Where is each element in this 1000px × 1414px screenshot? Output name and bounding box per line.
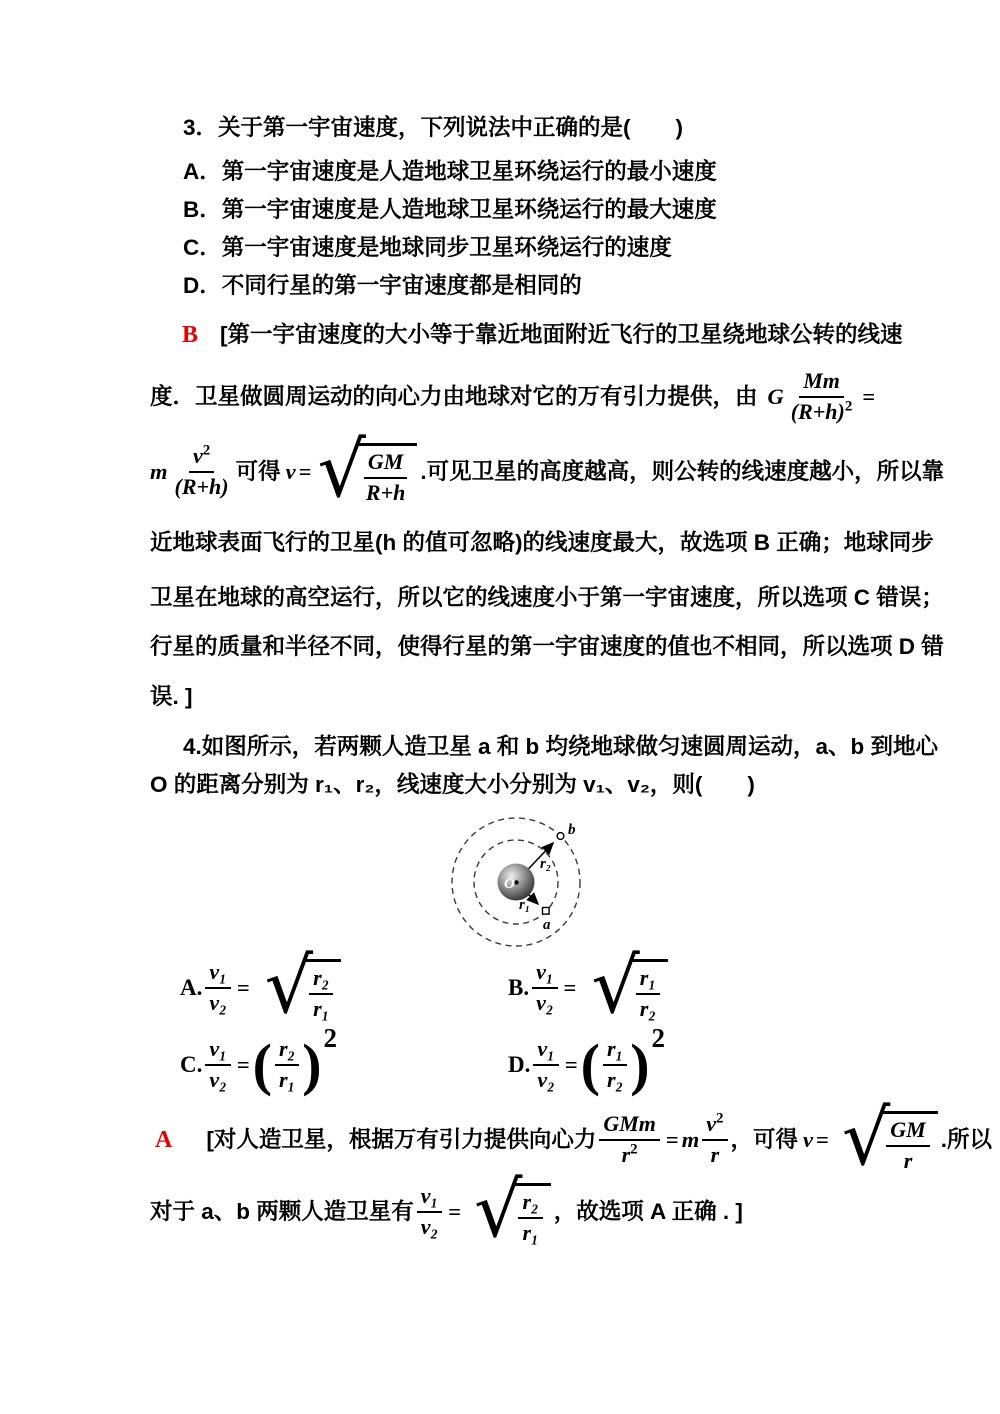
equals-sign: = [236, 1052, 250, 1077]
math-fraction [533, 1037, 558, 1092]
math-fraction [417, 1184, 442, 1239]
q4-option-d: D. $\frac{\text{v₁}}{\text{v₂}}$ = ( $\frac{\text{r₁}}{\text{r₂}}$ ) 2 [508, 1022, 666, 1097]
radicand [303, 959, 341, 1021]
equals-sign: = [665, 1127, 679, 1152]
fraction-denominator: r₁ [313, 996, 330, 1021]
q3-stem-text: 3．关于第一宇宙速度，下列说法中正确的是( ) [183, 115, 683, 140]
radical-sign-icon: √ [591, 941, 640, 1031]
q3-answer-letter: B [182, 322, 199, 348]
exponent: 2 [630, 1141, 638, 1158]
equals-sign: = [236, 975, 250, 1000]
math-fraction [886, 1118, 929, 1173]
q4-stem-text1: 4.如图所示，若两颗人造卫星 a 和 b 均绕地球做匀速圆周运动，a、b 到地心 [183, 734, 939, 759]
label-r2: r₂ [540, 856, 552, 872]
text-segment: 误. ] [150, 684, 193, 709]
math-var-v: v [285, 459, 296, 484]
fraction-denominator: r₂ [606, 1067, 624, 1092]
fraction-numerator: v₁ [533, 1037, 558, 1066]
fraction-denominator [787, 398, 857, 425]
fraction-numerator [702, 1112, 727, 1141]
radicand [512, 1183, 550, 1245]
q4-option-a [180, 941, 344, 1031]
equals-sign: = [298, 459, 312, 484]
exponent: 2 [323, 1022, 338, 1053]
fraction-numerator: r₂ [309, 966, 333, 995]
q3-answer-line1 [150, 317, 903, 353]
fraction-denominator: v₂ [209, 1067, 227, 1092]
fraction-denominator: v₂ [537, 1067, 555, 1092]
q4-stem-text2: O 的距离分别为 r₁、r₂，线速度大小分别为 v₁、v₂，则( ) [150, 772, 755, 797]
fraction-numerator: GMm [599, 1112, 660, 1141]
text-segment: 可得 [235, 459, 281, 484]
fraction-numerator: r₂ [275, 1037, 299, 1066]
label-a: a [543, 917, 551, 933]
square-root [264, 941, 342, 1031]
fraction-denominator: v₂ [536, 990, 554, 1015]
fraction-numerator: r₁ [603, 1037, 627, 1066]
math-fraction [309, 966, 333, 1021]
fraction-numerator: GM [364, 450, 407, 479]
math-fraction [362, 450, 409, 505]
q3-option-a-text: A．第一宇宙速度是人造地球卫星环绕运行的最小速度 [183, 159, 717, 184]
math-fraction [171, 444, 233, 499]
option-label: C. [180, 1052, 203, 1077]
text-segment: 对于 a、b 两颗人造卫星有 [150, 1199, 414, 1224]
radical-sign-icon: √ [841, 1093, 891, 1183]
q3-answer-line7 [150, 679, 864, 715]
fraction-numerator: v₁ [417, 1184, 442, 1213]
label-b: b [568, 822, 576, 838]
label-r1: r₁ [519, 897, 531, 913]
text-segment: 卫星在地球的高空运行，所以它的线速度小于第一宇宙速度，所以选项 C 错误； [150, 585, 944, 610]
fraction-numerator: v₁ [205, 960, 230, 989]
q3-answer-line6 [150, 629, 944, 665]
center-dot [514, 880, 518, 884]
q4-answer-letter: A [155, 1127, 173, 1153]
exponent: 2 [844, 398, 853, 415]
q3-answer-line3 [150, 425, 945, 515]
text-segment: ，故选项 A 正确 . ] [553, 1199, 743, 1224]
text-segment: .所以 [940, 1127, 993, 1152]
math-fraction [518, 1190, 542, 1245]
fraction-numerator [189, 444, 214, 473]
math-fraction [205, 1037, 230, 1092]
q4-option-b [508, 941, 671, 1031]
q4-stem-line1 [150, 729, 939, 765]
q4-answer-line2 [150, 1165, 864, 1255]
math-fraction [603, 1037, 627, 1092]
math-fraction [275, 1037, 299, 1092]
q3-option-c-text: C．第一宇宙速度是地球同步卫星环绕运行的速度 [183, 235, 672, 260]
radical-sign-icon: √ [317, 425, 366, 515]
text-segment: 度．卫星做圆周运动的向心力由地球对它的万有引力提供，由 [150, 384, 758, 409]
text-segment: ，可得 [730, 1127, 799, 1152]
equals-sign: = [816, 1127, 829, 1152]
q3-answer-line2 [150, 357, 876, 437]
option-label: A. [180, 975, 203, 1000]
radical-sign-icon: √ [474, 1165, 523, 1255]
fraction-numerator: r₁ [636, 966, 660, 995]
text-segment: 行星的质量和半径不同，使得行星的第一宇宙速度的值也不相同，所以选项 D 错 [150, 634, 944, 659]
fraction-denominator: v₂ [209, 990, 227, 1015]
numerator-base: v [706, 1111, 717, 1137]
option-label: B. [508, 975, 530, 1000]
math-fraction [636, 966, 660, 1021]
exponent: 2 [202, 443, 211, 460]
q3-answer-line4 [150, 525, 934, 561]
fraction-numerator: r₂ [518, 1190, 542, 1219]
square-root [841, 1093, 938, 1183]
fraction-denominator: r₁ [278, 1067, 296, 1092]
center-label: O [504, 876, 515, 892]
q3-option-b [150, 192, 864, 228]
math-fraction [599, 1112, 660, 1167]
fraction-numerator: Mm [799, 369, 844, 398]
text-segment: [第一宇宙速度的大小等于靠近地面附近飞行的卫星绕地球公转的线速 [220, 322, 903, 347]
equals-sign: = [563, 975, 577, 1000]
q3-option-d [150, 268, 864, 304]
q3-option-b-text: B．第一宇宙速度是人造地球卫星环绕运行的最大速度 [183, 197, 717, 222]
fraction-denominator: (R+h) [174, 474, 229, 499]
math-fraction [787, 369, 857, 424]
fraction-denominator: r [903, 1148, 913, 1173]
fraction-numerator: v₁ [532, 960, 557, 989]
fraction-denominator: R+h [365, 480, 406, 505]
math-fraction [702, 1112, 727, 1167]
equals-sign: = [862, 384, 876, 409]
q3-option-a [150, 154, 864, 190]
numerator-base: v [192, 443, 203, 469]
square-root [591, 941, 668, 1031]
q3-stem [150, 110, 864, 146]
text-segment: .可见卫星的高度越高，则公转的线速度越小，所以靠 [420, 459, 945, 484]
q3-answer-line5 [150, 580, 944, 616]
exponent: 2 [651, 1022, 666, 1053]
fraction-denominator [618, 1141, 642, 1168]
orbit-diagram [421, 806, 621, 958]
math-var-m: m [150, 459, 168, 484]
square-root [317, 425, 417, 515]
fraction-denominator: r [710, 1142, 720, 1167]
radicand [630, 959, 668, 1021]
equals-sign: = [564, 1052, 578, 1077]
exponent: 2 [716, 1111, 724, 1128]
math-fraction [532, 960, 557, 1015]
radicand [356, 443, 417, 505]
radicand [880, 1111, 937, 1173]
q4-stem-line2 [150, 767, 864, 803]
q3-option-d-text: D．不同行星的第一宇宙速度都是相同的 [183, 273, 582, 298]
fraction-numerator: GM [886, 1118, 929, 1147]
q3-option-c [150, 230, 864, 266]
q4-option-c: C. $\frac{\text{v₁}}{\text{v₂}}$ = ( $\frac{\text{r₂}}{\text{r₁}}$ ) 2 [180, 1022, 338, 1097]
text-segment: 近地球表面飞行的卫星(h 的值可忽略)的线速度最大，故选项 B 正确；地球同步 [150, 530, 934, 555]
denominator-base: (R+h) [790, 399, 845, 424]
radical-sign-icon: √ [264, 941, 314, 1031]
math-fraction [205, 960, 230, 1015]
fraction-denominator: r₁ [522, 1220, 539, 1245]
math-var-v: v [803, 1127, 814, 1152]
option-label: D. [508, 1052, 531, 1077]
math-var-G: G [767, 384, 784, 409]
fraction-denominator: v₂ [420, 1214, 439, 1239]
satellite-b-marker [557, 833, 564, 840]
math-var-m: m [681, 1127, 700, 1152]
square-root [474, 1165, 551, 1255]
fraction-denominator: r₂ [639, 996, 657, 1021]
satellite-a-marker [543, 908, 550, 915]
denominator-base: r [621, 1142, 631, 1167]
text-segment: [对人造卫星，根据万有引力提供向心力 [206, 1127, 597, 1152]
fraction-numerator: v₁ [205, 1037, 230, 1066]
equals-sign: = [448, 1199, 462, 1224]
